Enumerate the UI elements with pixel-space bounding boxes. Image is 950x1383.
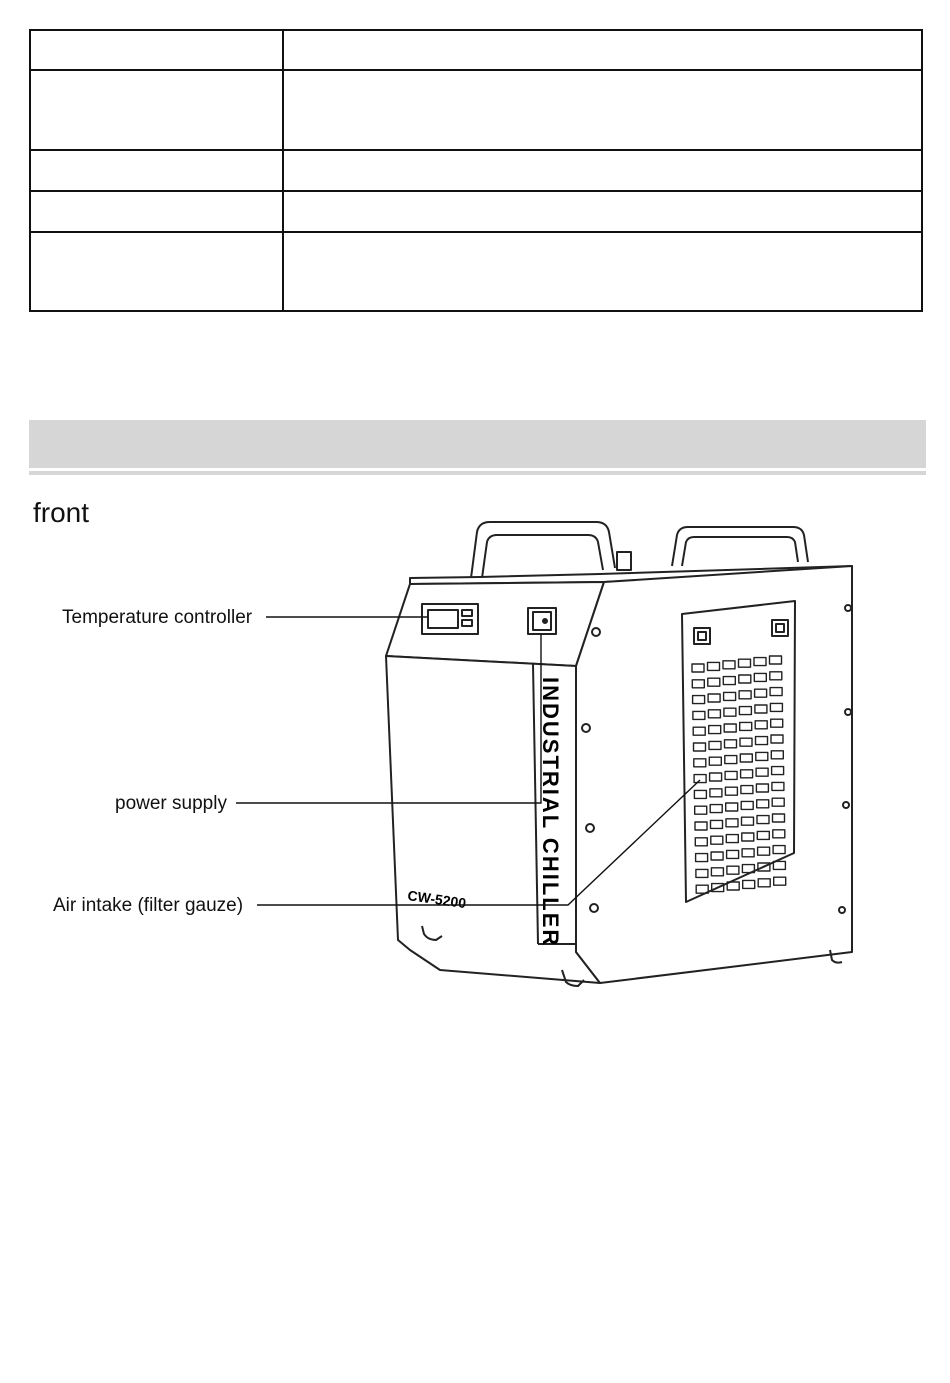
machine-brand-text: INDUSTRIAL CHILLER: [538, 677, 563, 948]
section-heading-bar: [29, 420, 926, 468]
temperature-controller-display: [422, 604, 478, 634]
callout-power-supply: power supply: [115, 793, 227, 814]
section-divider: [29, 471, 926, 475]
view-label: front: [33, 497, 90, 528]
callout-air-intake: Air intake (filter gauze): [53, 895, 244, 916]
chiller-diagram: [0, 500, 950, 1000]
power-switch-icon: [528, 608, 556, 634]
carry-handle-icon: [672, 527, 808, 566]
callout-temperature-controller: Temperature controller: [62, 607, 253, 628]
connector-icon: [617, 552, 631, 570]
carry-handle-icon: [471, 522, 615, 578]
machine-model-text: CW-5200: [406, 887, 468, 912]
spec-table: [29, 29, 923, 312]
